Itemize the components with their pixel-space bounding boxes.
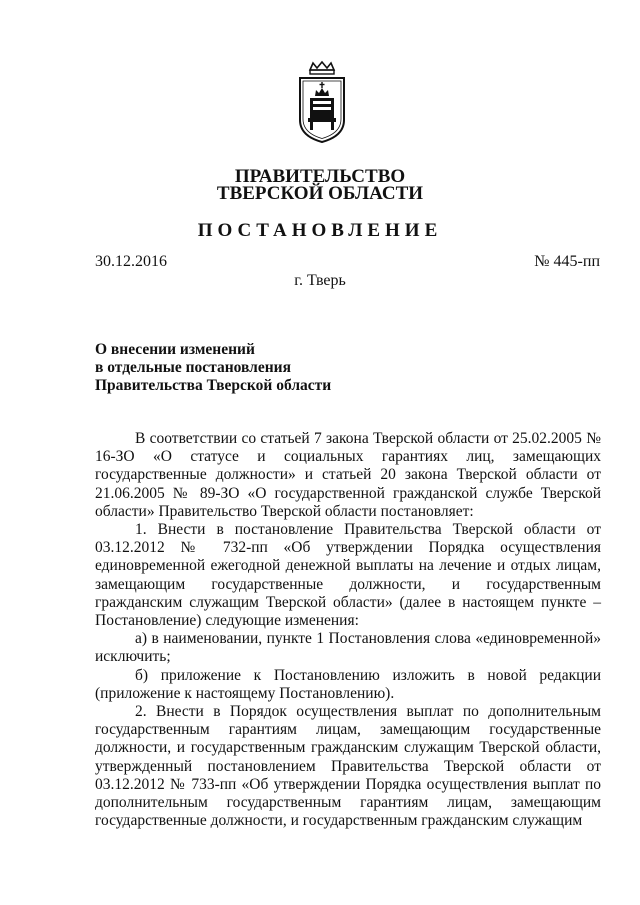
body-paragraph-item1b: б) приложение к Постановлению изложить в новой редакции (приложение к настоящему Постановлению). (95, 666, 601, 702)
subject-line2: в отдельные постановления (95, 359, 291, 376)
document-subject (95, 341, 331, 395)
document-date: 30.12.2016 (95, 253, 167, 270)
subject-line3: Правительства Тверской области (95, 377, 332, 394)
coat-of-arms-icon (296, 60, 348, 144)
subject-line1: О внесении изменений (95, 341, 255, 358)
document-type: ПОСТАНОВЛЕНИЕ (197, 220, 443, 241)
body-paragraph-item1: 1. Внести в постановление Правительства Тверской области от 03.12.2012 № 732-пп «Об утверждении Порядка осуществления единовременной ежегодной денежной выплаты на лечение и отдых лицам, замещающим государственные должности, и государственным гражданским служащим Тверской области» (далее в настоящем пункте – Постановление) следующие изменения: (95, 521, 601, 630)
body-paragraph-preamble: В соответствии со статьей 7 закона Тверской области от 25.02.2005 № 16-ЗО «О статусе и социальных гарантиях лиц, замещающих государственные должности» и статьей 20 закона Тверской области от 21.06.2005 № 89-ЗО «О государственной гражданской службе Тверской области» Правительство Тверской области постановляет: (95, 430, 601, 520)
government-name-line1: ПРАВИТЕЛЬСТВО (234, 166, 406, 187)
government-name-line2: ТВЕРСКОЙ ОБЛАСТИ (216, 183, 424, 204)
body-paragraph-item2: 2. Внести в Порядок осуществления выплат по дополнительным государственным гарантиям лицам, замещающим государственные должности, и государственным гражданским служащим Тверской области, утвержденный постановлением Правительства Тверской области от 03.12.2012 № 733-пп «Об утверждении Порядка осуществления выплат по дополнительным государственным гарантиям лицам, замещающим государственные должности, и государственным гражданским служащим (95, 703, 601, 830)
document-number: № 445-пп (534, 253, 600, 270)
document-city: г. Тверь (294, 272, 346, 289)
document-body (95, 430, 601, 830)
body-paragraph-item1a: а) в наименовании, пункте 1 Постановления слова «единовременной» исключить; (95, 630, 601, 666)
